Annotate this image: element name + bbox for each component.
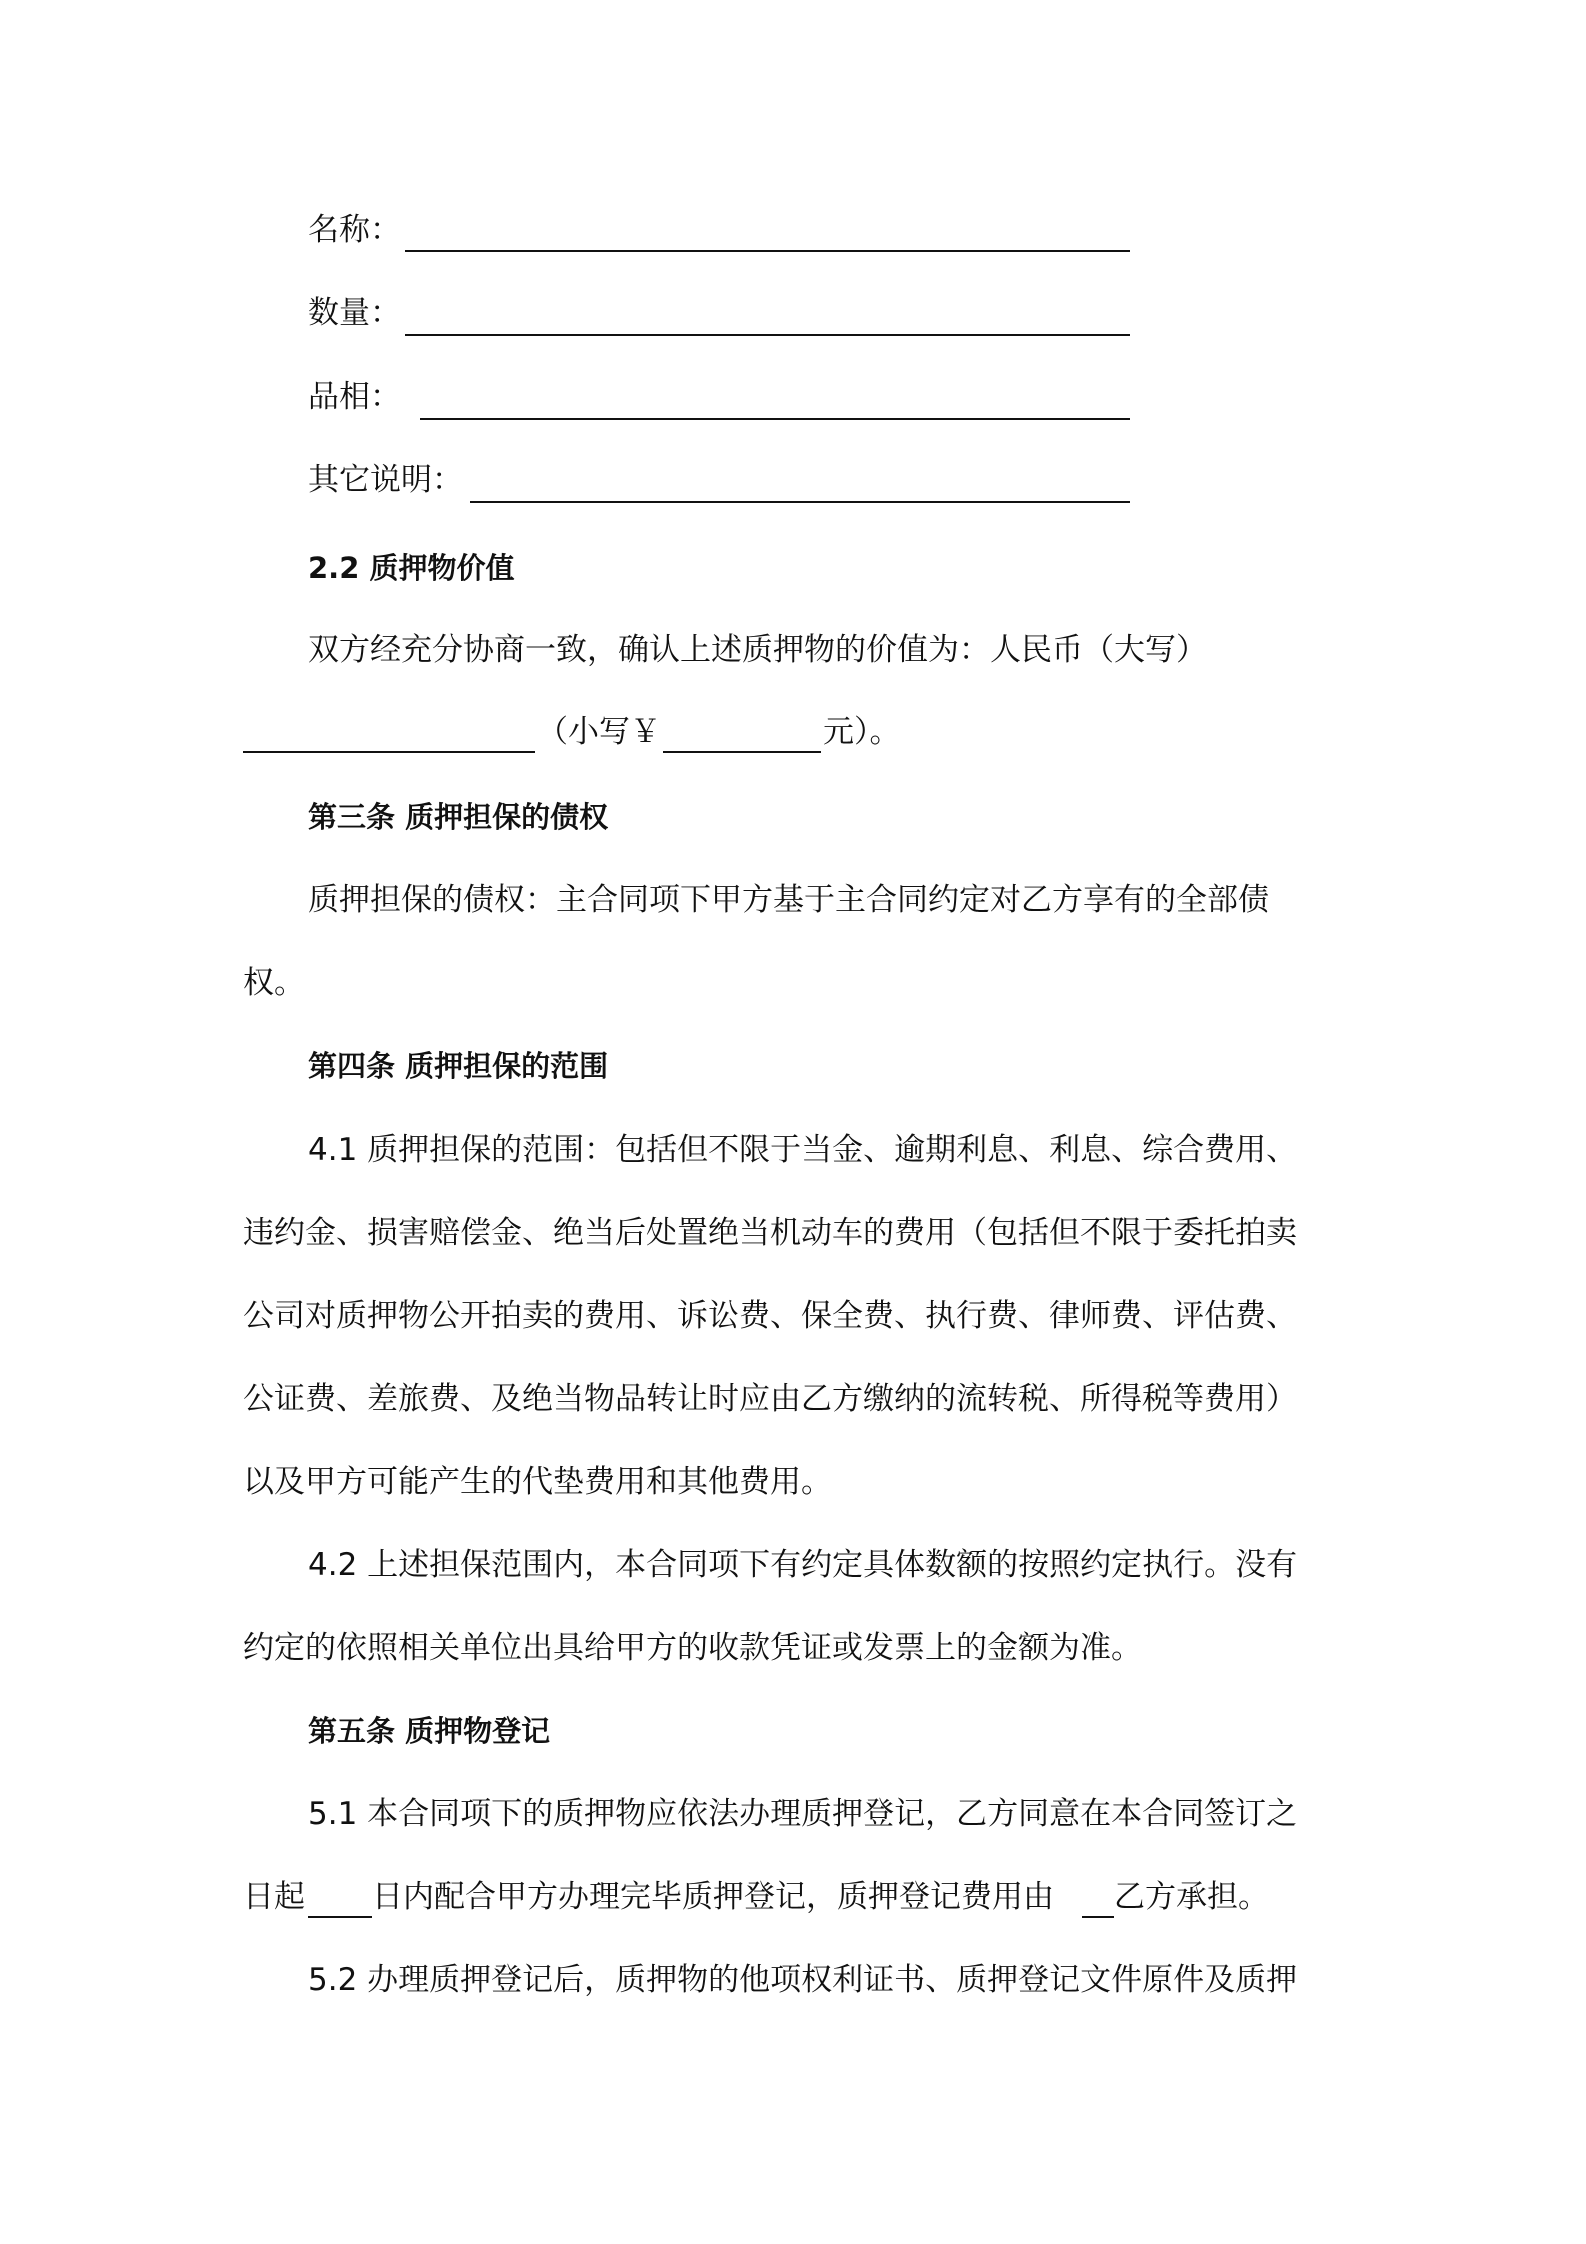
article-4-1-line: 4.1 质押担保的范围：包括但不限于当金、逾期利息、利息、综合费用、 bbox=[308, 1132, 1298, 1168]
article-3-text-cont: 权。 bbox=[243, 965, 305, 1001]
article-4-1-line: 公司对质押物公开拍卖的费用、诉讼费、保全费、执行费、律师费、评估费、 bbox=[243, 1298, 1297, 1334]
condition-field[interactable] bbox=[420, 418, 1130, 420]
condition-label: 品相： bbox=[308, 379, 401, 415]
section-2-2-heading: 2.2 质押物价值 bbox=[308, 551, 515, 585]
section-2-2-text: 双方经充分协商一致，确认上述质押物的价值为：人民币（大写） bbox=[308, 632, 1207, 668]
name-field[interactable] bbox=[405, 250, 1130, 252]
article-4-1-line: 公证费、差旅费、及绝当物品转让时应由乙方缴纳的流转税、所得税等费用） bbox=[243, 1381, 1297, 1417]
article-5-1-prefix: 日起 bbox=[243, 1879, 305, 1915]
article-4-heading: 第四条 质押担保的范围 bbox=[308, 1049, 609, 1083]
value-small-field[interactable] bbox=[663, 751, 821, 753]
article-5-2-line: 5.2 办理质押登记后，质押物的他项权利证书、质押登记文件原件及质押 bbox=[308, 1962, 1298, 1998]
name-label: 名称： bbox=[308, 212, 401, 248]
quantity-label: 数量： bbox=[308, 295, 401, 331]
article-5-1-middle: 日内配合甲方办理完毕质押登记，质押登记费用由 bbox=[372, 1879, 1054, 1915]
quantity-field[interactable] bbox=[405, 334, 1130, 336]
fee-payer-field[interactable] bbox=[1082, 1916, 1114, 1918]
article-4-2-line: 4.2 上述担保范围内，本合同项下有约定具体数额的按照约定执行。没有 bbox=[308, 1547, 1298, 1583]
value-small-prefix: （小写￥ bbox=[537, 714, 661, 750]
other-label: 其它说明： bbox=[308, 462, 463, 498]
article-4-1-line: 以及甲方可能产生的代垫费用和其他费用。 bbox=[243, 1464, 832, 1500]
article-4-2-line: 约定的依照相关单位出具给甲方的收款凭证或发票上的金额为准。 bbox=[243, 1630, 1142, 1666]
article-3-text: 质押担保的债权：主合同项下甲方基于主合同约定对乙方享有的全部债 bbox=[308, 882, 1269, 918]
article-3-heading: 第三条 质押担保的债权 bbox=[308, 800, 609, 834]
article-5-1-line: 5.1 本合同项下的质押物应依法办理质押登记，乙方同意在本合同签订之 bbox=[308, 1796, 1298, 1832]
value-yuan-suffix: 元）。 bbox=[823, 714, 901, 750]
article-4-1-line: 违约金、损害赔偿金、绝当后处置绝当机动车的费用（包括但不限于委托拍卖 bbox=[243, 1215, 1297, 1251]
value-uppercase-field[interactable] bbox=[243, 751, 535, 753]
days-field[interactable] bbox=[308, 1916, 372, 1918]
article-5-heading: 第五条 质押物登记 bbox=[308, 1714, 551, 1748]
other-field[interactable] bbox=[470, 501, 1130, 503]
article-5-1-suffix: 乙方承担。 bbox=[1114, 1879, 1269, 1915]
